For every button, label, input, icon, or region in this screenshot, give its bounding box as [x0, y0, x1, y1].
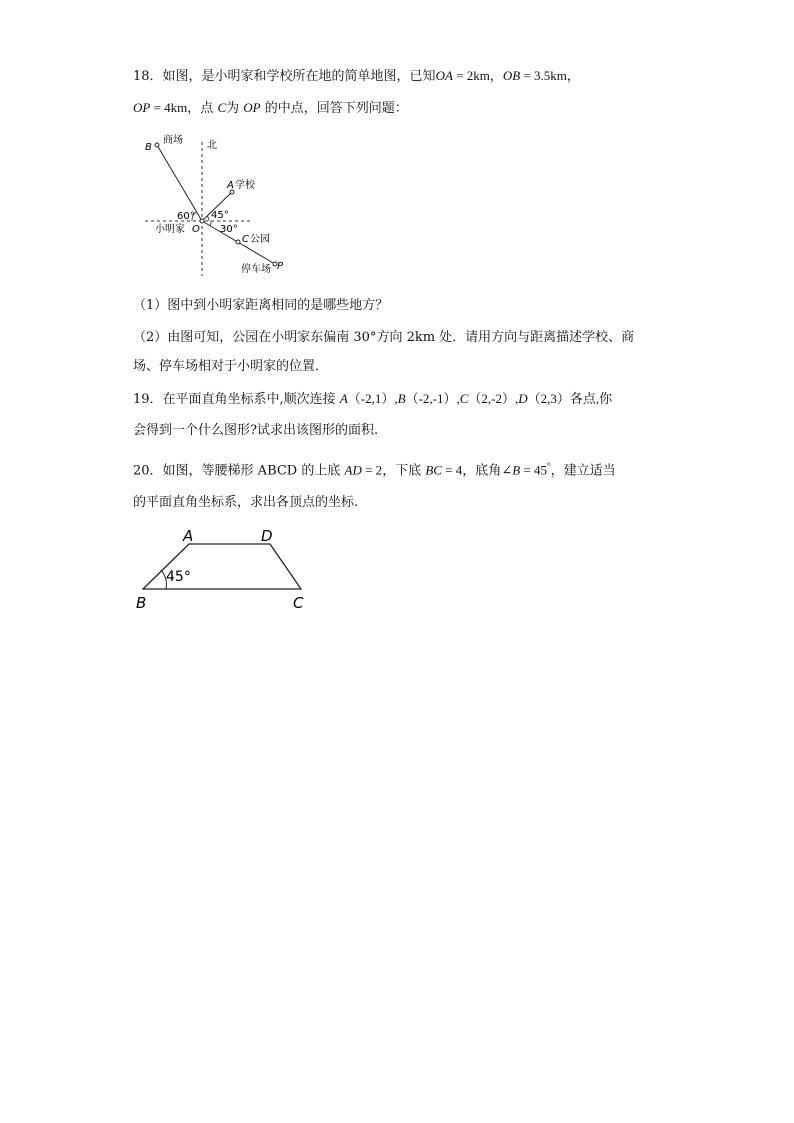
bc-value: = 4	[441, 462, 463, 478]
separator: ，	[489, 69, 503, 84]
q19-text: 在平面直角坐标系中,顺次连接	[162, 392, 340, 407]
q20-text: 如图，等腰梯形 ABCD 的上底	[162, 463, 345, 479]
bc-label: BC	[425, 462, 442, 478]
ob-label: OB	[502, 68, 521, 83]
point-c	[236, 240, 240, 244]
point-o	[200, 219, 204, 223]
q20-text: ，下底	[382, 463, 426, 479]
vertex-b-label: B	[136, 594, 147, 612]
op-label: OP	[243, 100, 261, 115]
school-label: 学校	[235, 180, 255, 191]
point-c-label: C	[459, 391, 469, 406]
ob-value: = 3.5km	[520, 68, 567, 83]
vertex-d-label: D	[261, 527, 273, 545]
q18-number: 18．	[133, 69, 163, 84]
q20-number: 20．	[133, 463, 163, 479]
home-label: 小明家	[155, 224, 185, 235]
point-b-label: B	[397, 391, 406, 406]
ad-label: AD	[344, 462, 362, 478]
point-b-coord: （-2,-1）,	[405, 391, 460, 406]
angle-45-label: 45°	[166, 569, 191, 585]
trapezoid-figure	[130, 524, 320, 616]
map-figure	[135, 130, 295, 280]
mall-label: 商场	[163, 135, 183, 146]
angle-b-label: ∠B	[501, 462, 521, 478]
q18-sub2-line2: 场、停车场相对于小明家的位置．	[133, 359, 329, 374]
q20-line1	[133, 457, 616, 480]
point-b	[155, 143, 159, 147]
point-a-label: A	[339, 391, 348, 406]
point-c-label: C	[217, 100, 227, 115]
angle-45-label: 45°	[211, 210, 229, 221]
park-label: 公园	[250, 234, 270, 245]
point-c-coord: （2,-2）,	[468, 391, 519, 406]
vertex-a-label: A	[183, 527, 194, 545]
q18-text: 如图，是小明家和学校所在地的简单地图，已知	[162, 69, 436, 84]
q19-line1	[133, 390, 612, 409]
q18-text: ，点	[187, 101, 218, 116]
vertex-c-label: C	[293, 594, 304, 612]
angle-b-value: = 45	[520, 462, 547, 478]
op-label: OP	[133, 100, 151, 115]
oa-value: = 2km	[452, 68, 490, 83]
parking-label: 停车场	[241, 264, 271, 275]
q20-line2: 的平面直角坐标系，求出各顶点的坐标.	[133, 495, 359, 510]
north-label: 北	[207, 140, 217, 151]
q18-sub1: （1）图中到小明家距离相同的是哪些地方？	[133, 298, 389, 313]
c-point-label: C	[242, 234, 249, 245]
separator: ，	[566, 69, 580, 84]
q19-number: 19．	[133, 392, 163, 407]
a-point-label: A	[227, 180, 234, 191]
angle-30-label: 30°	[220, 224, 238, 235]
angle-arc-45	[207, 216, 209, 221]
q20-text: ，底角	[462, 463, 502, 479]
q18-text: 为	[226, 101, 244, 116]
q18-text: 的中点，回答下列问题：	[260, 101, 408, 116]
point-d-coord: （2,3）各点,你	[527, 391, 613, 406]
oa-label: OA	[435, 68, 453, 83]
angle-60-label: 60°	[177, 211, 195, 222]
o-point-label: O	[192, 224, 200, 235]
ad-value: = 2	[361, 462, 383, 478]
q20-text: ，建立适当	[550, 463, 616, 479]
degree-sign: °	[547, 461, 551, 471]
angle-arc-30	[210, 221, 211, 226]
segment-ob	[157, 145, 202, 221]
q18-sub2-line1: （2）由图可知，公园在小明家东偏南 30°方向 2km 处．请用方向与距离描述学校、商	[133, 330, 635, 345]
b-point-label: B	[145, 142, 152, 153]
point-a-coord: （-2,1）,	[347, 391, 398, 406]
q18-line2	[133, 99, 408, 118]
op-value: = 4km	[150, 100, 188, 115]
q19-line2: 会得到一个什么图形?试求出该图形的面积.	[133, 423, 379, 438]
point-d-label: D	[518, 391, 528, 406]
p-point-label: P	[277, 261, 284, 272]
q18-line1	[133, 67, 580, 86]
